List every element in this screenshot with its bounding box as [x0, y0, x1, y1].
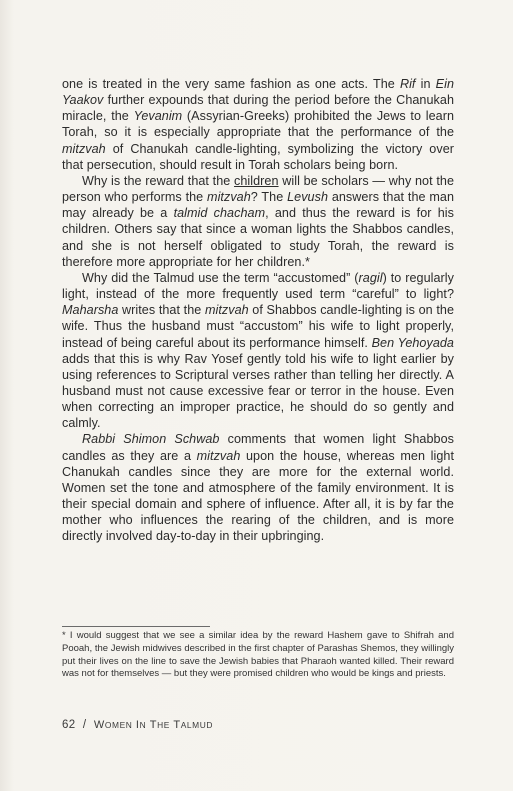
text-run: (Assyrian-Greeks) prohibited the Jews to learn Torah, so it is especially appropriate that the performance of the — [62, 109, 454, 140]
title-initial: T — [173, 719, 181, 731]
italic-run: mitzvah — [207, 190, 251, 205]
text-run: further expounds that during the period before the Chanukah miracle, the — [62, 93, 454, 124]
title-initial: T — [149, 719, 158, 731]
italic-run: Levush — [287, 190, 329, 205]
title-rest: N — [139, 720, 147, 730]
text-run: of Chanukah candle-lighting, symbolizing the victory over that persecution, should result in Torah scholars being born. — [62, 141, 454, 172]
text-run: comments that women light Shabbos candles as they are a — [62, 432, 454, 463]
title-initial: I — [135, 719, 140, 731]
paragraph-4 — [62, 431, 454, 544]
page-number: 62 — [62, 719, 76, 731]
title-rest: OMEN — [104, 720, 133, 730]
italic-run: Ben Yehoyada — [371, 335, 454, 350]
title-rest: HE — [157, 720, 170, 730]
text-run: upon the house, whereas men light Chanukah candles since they are more for the external world. Women set the tone and atmosphere of the family environment. It is their special domain and sphere of influence. After all, it is by far the mother who influences the rearing of the children, and is more directly involved day-to-day in their upbringing. — [62, 448, 454, 544]
text-run: Why did the Talmud use the term “accustomed” ( — [82, 270, 359, 285]
italic-run: mitzvah — [204, 303, 249, 318]
italic-run: ragil — [358, 270, 383, 285]
text-run: ) to regularly light, instead of the more frequently used term “careful” to light? — [62, 270, 454, 302]
footnote-divider — [62, 626, 210, 627]
text-run: adds that this is why Rav Yosef gently told his wife to light earlier by using references to Scriptural verses rather than telling her directly. A husband must not cause excessive fear or terror in the house. Even when correcting an improper practice, he should do so gently and calmly. — [62, 351, 454, 431]
paragraph-1 — [62, 76, 454, 173]
title-rest: ALMUD — [180, 720, 214, 730]
text-run: Why is the reward that the — [82, 173, 235, 188]
italic-run: Maharsha — [62, 303, 119, 318]
paragraph-2 — [62, 173, 454, 270]
body-text — [62, 76, 454, 545]
text-run: will be scholars — why not the person who performs the — [62, 173, 455, 205]
italic-run: Rabbi Shimon Schwab — [82, 432, 220, 447]
footer-separator: / — [82, 719, 87, 731]
italic-run: mitzvah — [196, 448, 241, 463]
page-footer — [62, 719, 213, 731]
footnote: * I would suggest that we see a similar idea by the reward Hashem gave to Shifrah and Pooah, the Jewish midwives described in the first chapter of Parashas Shemos, they willingly put their lives on the line to save the Jewish babies that Pharaoh wanted killed. Their reward was not for themselves — but they were promised children who would be kings and priests. — [62, 630, 454, 680]
text-run: one is treated in the very same fashion as one acts. The — [62, 77, 400, 91]
text-run: answers that the man may already be a — [62, 190, 455, 221]
text-run: , and thus the reward is for his children. Others say that since a woman lights the Shabbos candles, and she is not herself obligated to study Torah, the reward is therefore more appropriate for her children.* — [62, 206, 454, 269]
underlined-run: children — [234, 173, 279, 188]
italic-run: Ein Yaakov — [62, 77, 454, 108]
italic-run: Rif — [399, 77, 416, 91]
paragraph-3 — [62, 270, 454, 432]
text-run: of Shabbos candle-lighting is on the wife. Thus the husband must “accustom” his wife to light properly, instead of being careful about its performance himself. — [62, 303, 454, 350]
italic-run: mitzvah — [62, 141, 106, 156]
text-run: ? The — [250, 190, 288, 205]
title-initial: W — [93, 719, 105, 731]
text-run: writes that the — [118, 303, 205, 318]
italic-run: talmid chacham — [173, 206, 266, 221]
italic-run: Yevanim — [133, 109, 183, 124]
text-run: in — [415, 77, 436, 91]
running-title — [94, 719, 213, 731]
